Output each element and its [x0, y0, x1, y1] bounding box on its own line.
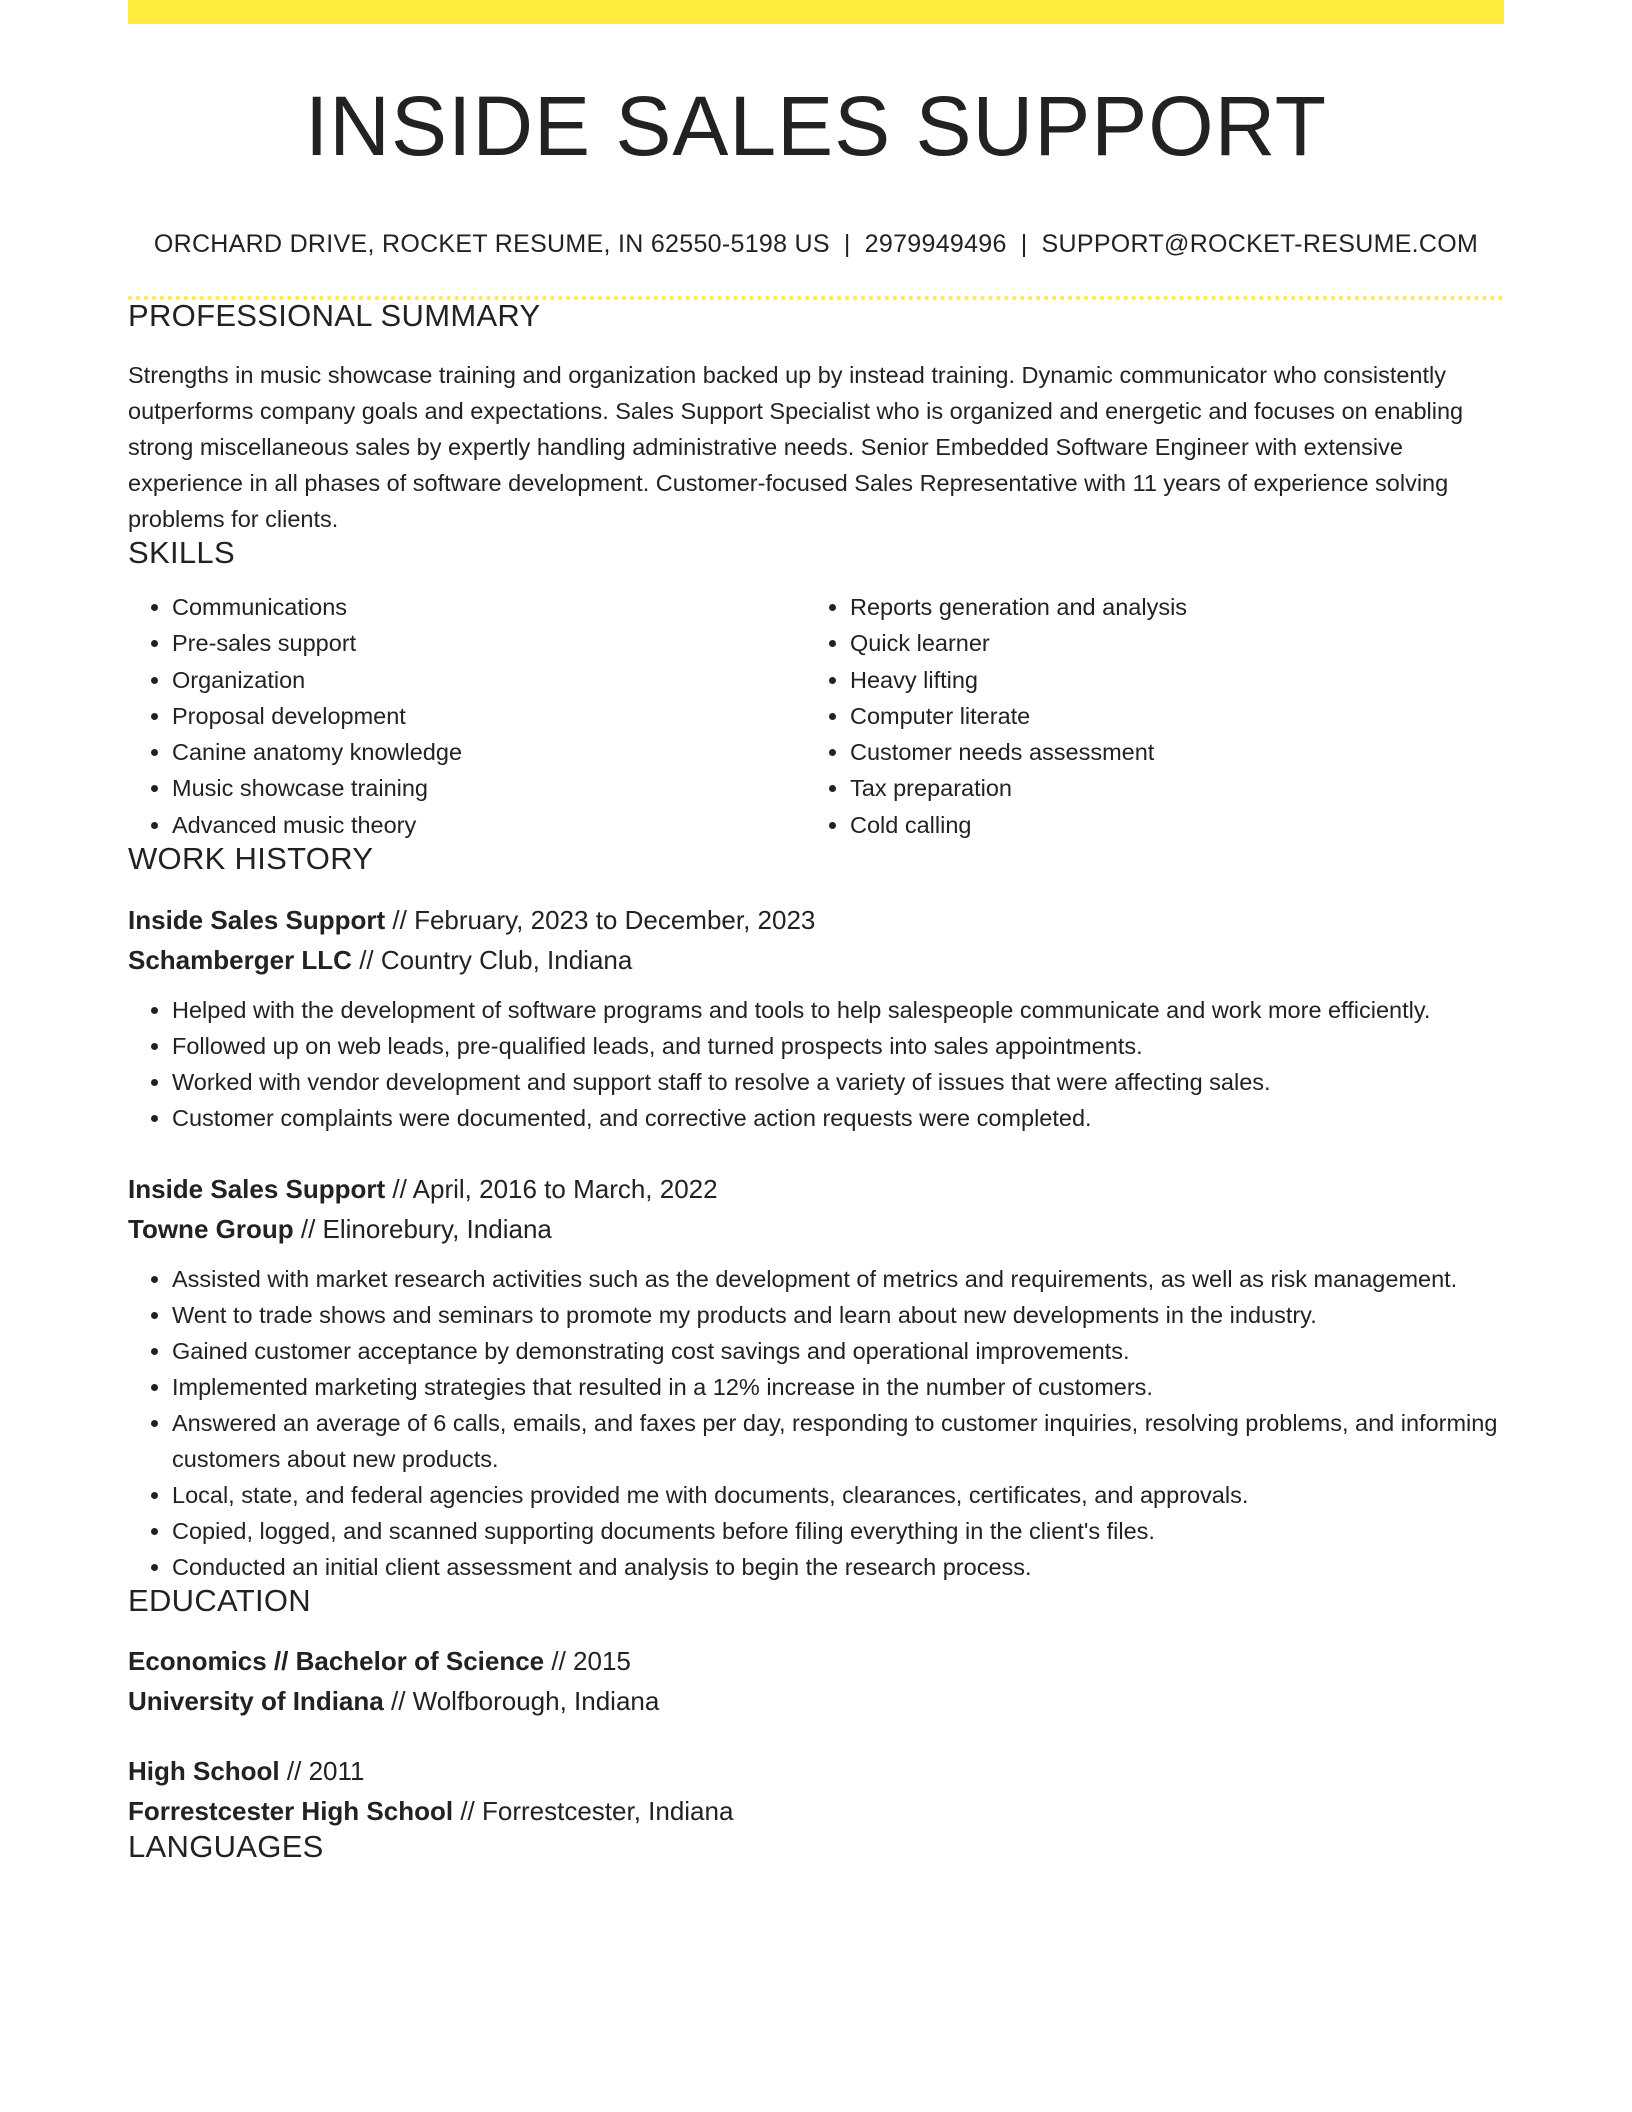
- job-bullet: • Went to trade shows and seminars to promote my products and learn about new developments in the industry.: [172, 1297, 1504, 1333]
- education-school-line: [128, 1791, 1504, 1831]
- job-header: [128, 900, 1504, 980]
- contact-phone: 2979949496: [864, 230, 1007, 258]
- top-accent-bar: [128, 0, 1504, 24]
- job-entry: [128, 1169, 1504, 1585]
- skill-item: • Advanced music theory: [172, 807, 806, 843]
- job-company-line: [128, 1209, 1504, 1249]
- education-degree: Economics // Bachelor of Science: [128, 1646, 545, 1677]
- job-role: Inside Sales Support: [128, 1174, 386, 1205]
- education-degree-line: [128, 1751, 1504, 1791]
- job-bullet: • Answered an average of 6 calls, emails, and faxes per day, responding to customer inquiries, resolving problems, and informing customers about new products.: [172, 1405, 1504, 1477]
- job-location: // Country Club, Indiana: [359, 945, 633, 976]
- skill-item: • Proposal development: [172, 698, 806, 734]
- skills-column-right: [806, 589, 1484, 843]
- skill-item: • Reports generation and analysis: [850, 589, 1484, 625]
- skills-column-left: [128, 589, 806, 843]
- job-role-line: [128, 900, 1504, 940]
- section-title-work-history: WORK HISTORY: [128, 841, 374, 877]
- contact-address: ORCHARD DRIVE, ROCKET RESUME, IN 62550-5198 US: [153, 230, 830, 258]
- education-location: // Forrestcester, Indiana: [460, 1796, 734, 1827]
- education-year: // 2011: [286, 1756, 365, 1787]
- job-company: Schamberger LLC: [128, 945, 352, 976]
- summary-text: Strengths in music showcase training and organization backed up by instead training. Dynamic communicator who consistently outperforms company goals and expectations. Sales Support Specialist who is organized and energetic and focuses on enabling strong miscellaneous sales by expertly handling administrative needs. Senior Embedded Software Engineer with extensive experience in all phases of software development. Customer-focused Sales Representative with 11 years of experience solving problems for clients.: [128, 362, 1464, 532]
- education-entry: [128, 1751, 1504, 1831]
- resume-name: INSIDE SALES SUPPORT: [304, 79, 1328, 173]
- contact-separator: |: [1020, 230, 1028, 258]
- skills-list: [128, 589, 1504, 843]
- skill-item: • Cold calling: [850, 807, 1484, 843]
- job-entry: [128, 900, 1504, 1136]
- contact-email: SUPPORT@ROCKET-RESUME.COM: [1041, 230, 1479, 258]
- education-degree: High School: [128, 1756, 280, 1787]
- education-degree-line: [128, 1641, 1504, 1681]
- job-location: // Elinorebury, Indiana: [300, 1214, 552, 1245]
- job-bullets: [128, 1261, 1504, 1585]
- job-bullet: • Customer complaints were documented, and corrective action requests were completed.: [172, 1100, 1504, 1136]
- skill-item: • Canine anatomy knowledge: [172, 734, 806, 770]
- job-bullet: • Gained customer acceptance by demonstrating cost savings and operational improvements.: [172, 1333, 1504, 1369]
- job-header: [128, 1169, 1504, 1249]
- job-bullet: • Followed up on web leads, pre-qualified leads, and turned prospects into sales appointments.: [172, 1028, 1504, 1064]
- job-dates: // February, 2023 to December, 2023: [392, 905, 816, 936]
- contact-separator: |: [843, 230, 851, 258]
- job-bullet: • Implemented marketing strategies that resulted in a 12% increase in the number of customers.: [172, 1369, 1504, 1405]
- job-bullets: [128, 992, 1504, 1136]
- job-role: Inside Sales Support: [128, 905, 386, 936]
- skill-item: • Heavy lifting: [850, 662, 1484, 698]
- education-school-line: [128, 1681, 1504, 1721]
- job-role-line: [128, 1169, 1504, 1209]
- section-title-education: EDUCATION: [128, 1583, 311, 1619]
- job-company: Towne Group: [128, 1214, 294, 1245]
- job-bullet: • Helped with the development of software programs and tools to help salespeople communicate and work more efficiently.: [172, 992, 1504, 1028]
- job-bullet: • Copied, logged, and scanned supporting documents before filing everything in the client's files.: [172, 1513, 1504, 1549]
- skill-item: • Quick learner: [850, 625, 1484, 661]
- skill-item: • Customer needs assessment: [850, 734, 1484, 770]
- section-title-languages: LANGUAGES: [128, 1829, 324, 1865]
- job-company-line: [128, 940, 1504, 980]
- education-school: Forrestcester High School: [128, 1796, 454, 1827]
- skill-item: • Tax preparation: [850, 770, 1484, 806]
- skill-item: • Organization: [172, 662, 806, 698]
- resume-page: [128, 0, 1504, 1865]
- skill-item: • Music showcase training: [172, 770, 806, 806]
- contact-line: [128, 232, 1504, 257]
- skill-item: • Pre-sales support: [172, 625, 806, 661]
- job-bullet: • Conducted an initial client assessment and analysis to begin the research process.: [172, 1549, 1504, 1585]
- education-entry: [128, 1641, 1504, 1721]
- job-dates: // April, 2016 to March, 2022: [392, 1174, 718, 1205]
- education-location: // Wolfborough, Indiana: [390, 1686, 660, 1717]
- section-title-summary: PROFESSIONAL SUMMARY: [128, 298, 541, 333]
- job-bullet: • Assisted with market research activities such as the development of metrics and requirements, as well as risk management.: [172, 1261, 1504, 1297]
- education-school: University of Indiana: [128, 1686, 384, 1717]
- job-bullet: • Worked with vendor development and support staff to resolve a variety of issues that were affecting sales.: [172, 1064, 1504, 1100]
- section-title-skills: SKILLS: [128, 535, 235, 570]
- job-bullet: • Local, state, and federal agencies provided me with documents, clearances, certificates, and approvals.: [172, 1477, 1504, 1513]
- education-year: // 2015: [551, 1646, 631, 1677]
- skill-item: • Communications: [172, 589, 806, 625]
- skill-item: • Computer literate: [850, 698, 1484, 734]
